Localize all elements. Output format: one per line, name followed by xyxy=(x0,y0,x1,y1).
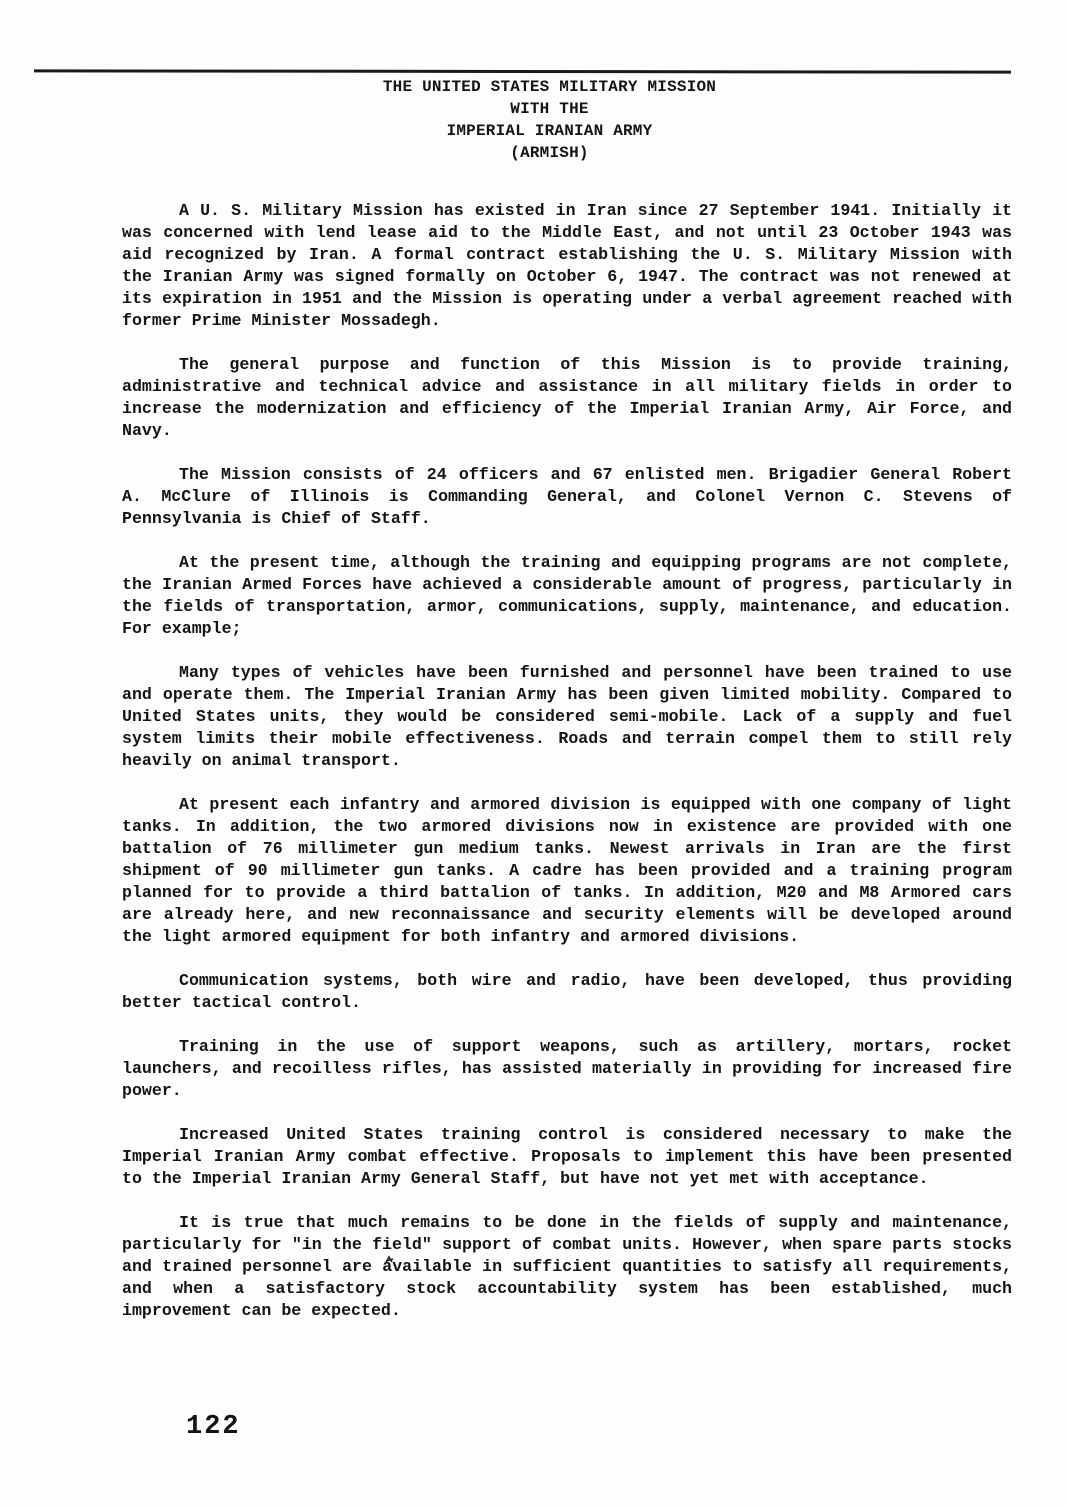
stray-pen-mark xyxy=(383,1254,395,1271)
header-line-3: IMPERIAL IRANIAN ARMY xyxy=(446,122,653,140)
paragraph-composition: The Mission consists of 24 officers and 67 enlisted men. Brigadier General Robert A. McClure of Illinois is Commanding General, and Colonel Vernon C. Stevens of Pennsylvania is Chief of Staff. xyxy=(122,465,1012,528)
top-rule-divider xyxy=(34,69,1011,73)
paragraph-history: A U. S. Military Mission has existed in Iran since 27 September 1941. Initially it was concerned with lend lease aid to the Middle East, and not until 23 October 1943 was aid recognized by Iran. A formal contract establishing the U. S. Military Mission with the Iranian Army was signed formally on October 6, 1947. The contract was not renewed at its expiration in 1951 and the Mission is operating under a verbal agreement reached with former Prime Minister Mossadegh. xyxy=(122,201,1012,330)
paragraph-supply-maintenance: It is true that much remains to be done in the fields of supply and maintenance, particularly for "in the field" support of combat units. However, when spare parts stocks and trained personnel are available in sufficient quantities to satisfy all requirements, and when a satisfactory stock accountability system has been established, much improvement can be expected. xyxy=(122,1213,1012,1320)
paragraph-communication: Communication systems, both wire and radio, have been developed, thus providing better tactical control. xyxy=(122,971,1012,1012)
document-header xyxy=(0,76,1067,164)
paragraph-purpose: The general purpose and function of this Mission is to provide training, administrative and technical advice and assistance in all military fields in order to increase the modernization and efficiency of the Imperial Iranian Army, Air Force, and Navy. xyxy=(122,355,1012,440)
document-body xyxy=(122,200,1012,1344)
paragraph-progress: At the present time, although the training and equipping programs are not complete, the Iranian Armed Forces have achieved a considerable amount of progress, particularly in the fields of transportation, armor, communications, supply, maintenance, and education. For example; xyxy=(122,553,1012,638)
paragraph-vehicles: Many types of vehicles have been furnished and personnel have been trained to use and operate them. The Imperial Iranian Army has been given limited mobility. Compared to United States units, they would be considered semi-mobile. Lack of a supply and fuel system limits their mobile effectiveness. Roads and terrain compel them to still rely heavily on animal transport. xyxy=(122,663,1012,770)
header-line-4: (ARMISH) xyxy=(510,144,589,162)
header-line-1: THE UNITED STATES MILITARY MISSION xyxy=(382,78,717,96)
header-line-2: WITH THE xyxy=(510,100,589,118)
page-number: 122 xyxy=(186,1412,241,1442)
paragraph-tanks: At present each infantry and armored division is equipped with one company of light tanks. In addition, the two armored divisions now in existence are provided with one battalion of 76 millimeter gun medium tanks. Newest arrivals in Iran are the first shipment of 90 millimeter gun tanks. A cadre has been provided and a training program planned for to provide a third battalion of tanks. In addition, M20 and M8 Armored cars are already here, and new reconnaissance and security elements will be developed around the light armored equipment for both infantry and armored divisions. xyxy=(122,795,1012,946)
paragraph-support-weapons: Training in the use of support weapons, such as artillery, mortars, rocket launchers, and recoilless rifles, has assisted materially in providing for increased fire power. xyxy=(122,1037,1012,1100)
paragraph-training-control: Increased United States training control is considered necessary to make the Imperial Iranian Army combat effective. Proposals to implement this have been presented to the Imperial Iranian Army General Staff, but have not yet met with acceptance. xyxy=(122,1125,1012,1188)
pen-mark-icon xyxy=(383,1254,395,1266)
